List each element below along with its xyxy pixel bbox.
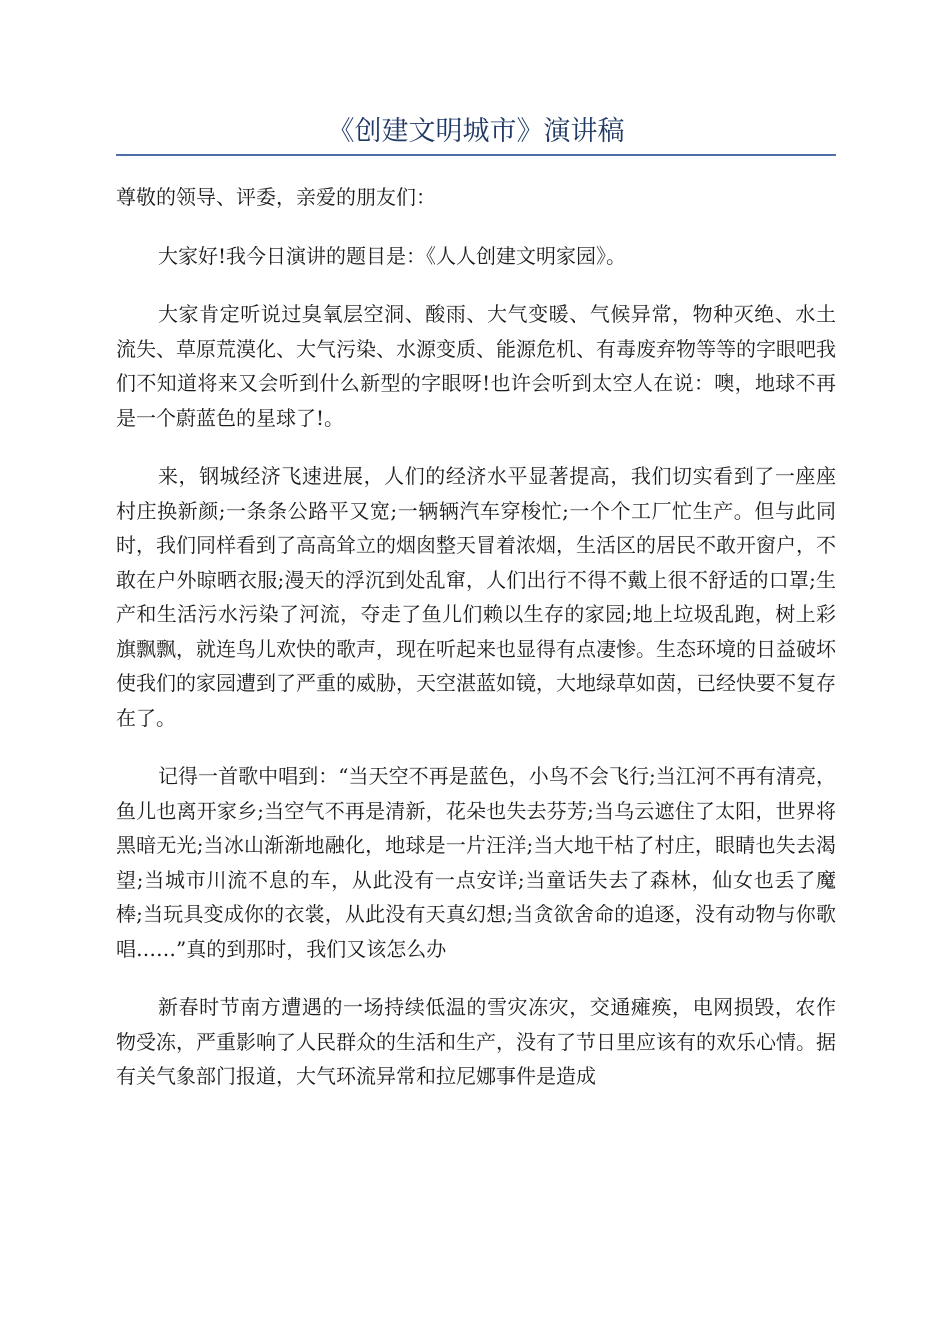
paragraph-5: 新春时节南方遭遇的一场持续低温的雪灾冻灾，交通瘫痪，电网损毁，农作物受冻，严重影响了人民群众的生活和生产，没有了节日里应该有的欢乐心情。据有关气象部门报道，大气环流异常和拉尼娜事件是造成 [116, 995, 836, 1088]
title-underline [116, 154, 836, 156]
document-title: 《创建文明城市》演讲稿 [327, 116, 625, 147]
paragraph-2: 大家肯定听说过臭氧层空洞、酸雨、大气变暖、气候异常，物种灭绝、水土流失、草原荒漠化、大气污染、水源变质、能源危机、有毒废弃物等等的字眼吧我们不知道将来又会听到什么新型的字眼呀!也许会听到太空人在说：噢，地球不再是一个蔚蓝色的星球了!。 [116, 302, 836, 430]
salutation: 尊敬的领导、评委，亲爱的朋友们： [116, 185, 436, 209]
paragraph-1: 大家好!我今日演讲的题目是：《人人创建文明家园》。 [158, 243, 627, 268]
paragraph-4: 记得一首歌中唱到：“当天空不再是蓝色，小鸟不会飞行;当江河不再有清亮，鱼儿也离开家乡;当空气不再是清新，花朵也失去芬芳;当乌云遮住了太阳，世界将黑暗无光;当冰山渐渐地融化，地球是一片汪洋;当大地干枯了村庄，眼睛也失去渴望;当城市川流不息的车，从此没有一点安详;当童话失去了森林，仙女也丢了魔棒;当玩具变成你的衣裳，从此没有天真幻想;当贪欲舍命的追逐，没有动物与你歌唱……”真的到那时，我们又该怎么办 [116, 764, 836, 961]
paragraph-3: 来，钢城经济飞速进展，人们的经济水平显著提高，我们切实看到了一座座村庄换新颜;一条条公路平又宽;一辆辆汽车穿梭忙;一个个工厂忙生产。但与此同时，我们同样看到了高高耸立的烟囱整天冒着浓烟，生活区的居民不敢开窗户，不敢在户外晾晒衣服;漫天的浮沉到处乱窜，人们出行不得不戴上很不舒适的口罩;生产和生活污水污染了河流，夺走了鱼儿们赖以生存的家园;地上垃圾乱跑，树上彩旗飘飘，就连鸟儿欢快的歌声，现在听起来也显得有点凄惨。生态环境的日益破坏使我们的家园遭到了严重的威胁，天空湛蓝如镜，大地绿草如茵，已经快要不复存在了。 [116, 464, 836, 730]
document-page [116, 112, 836, 1094]
